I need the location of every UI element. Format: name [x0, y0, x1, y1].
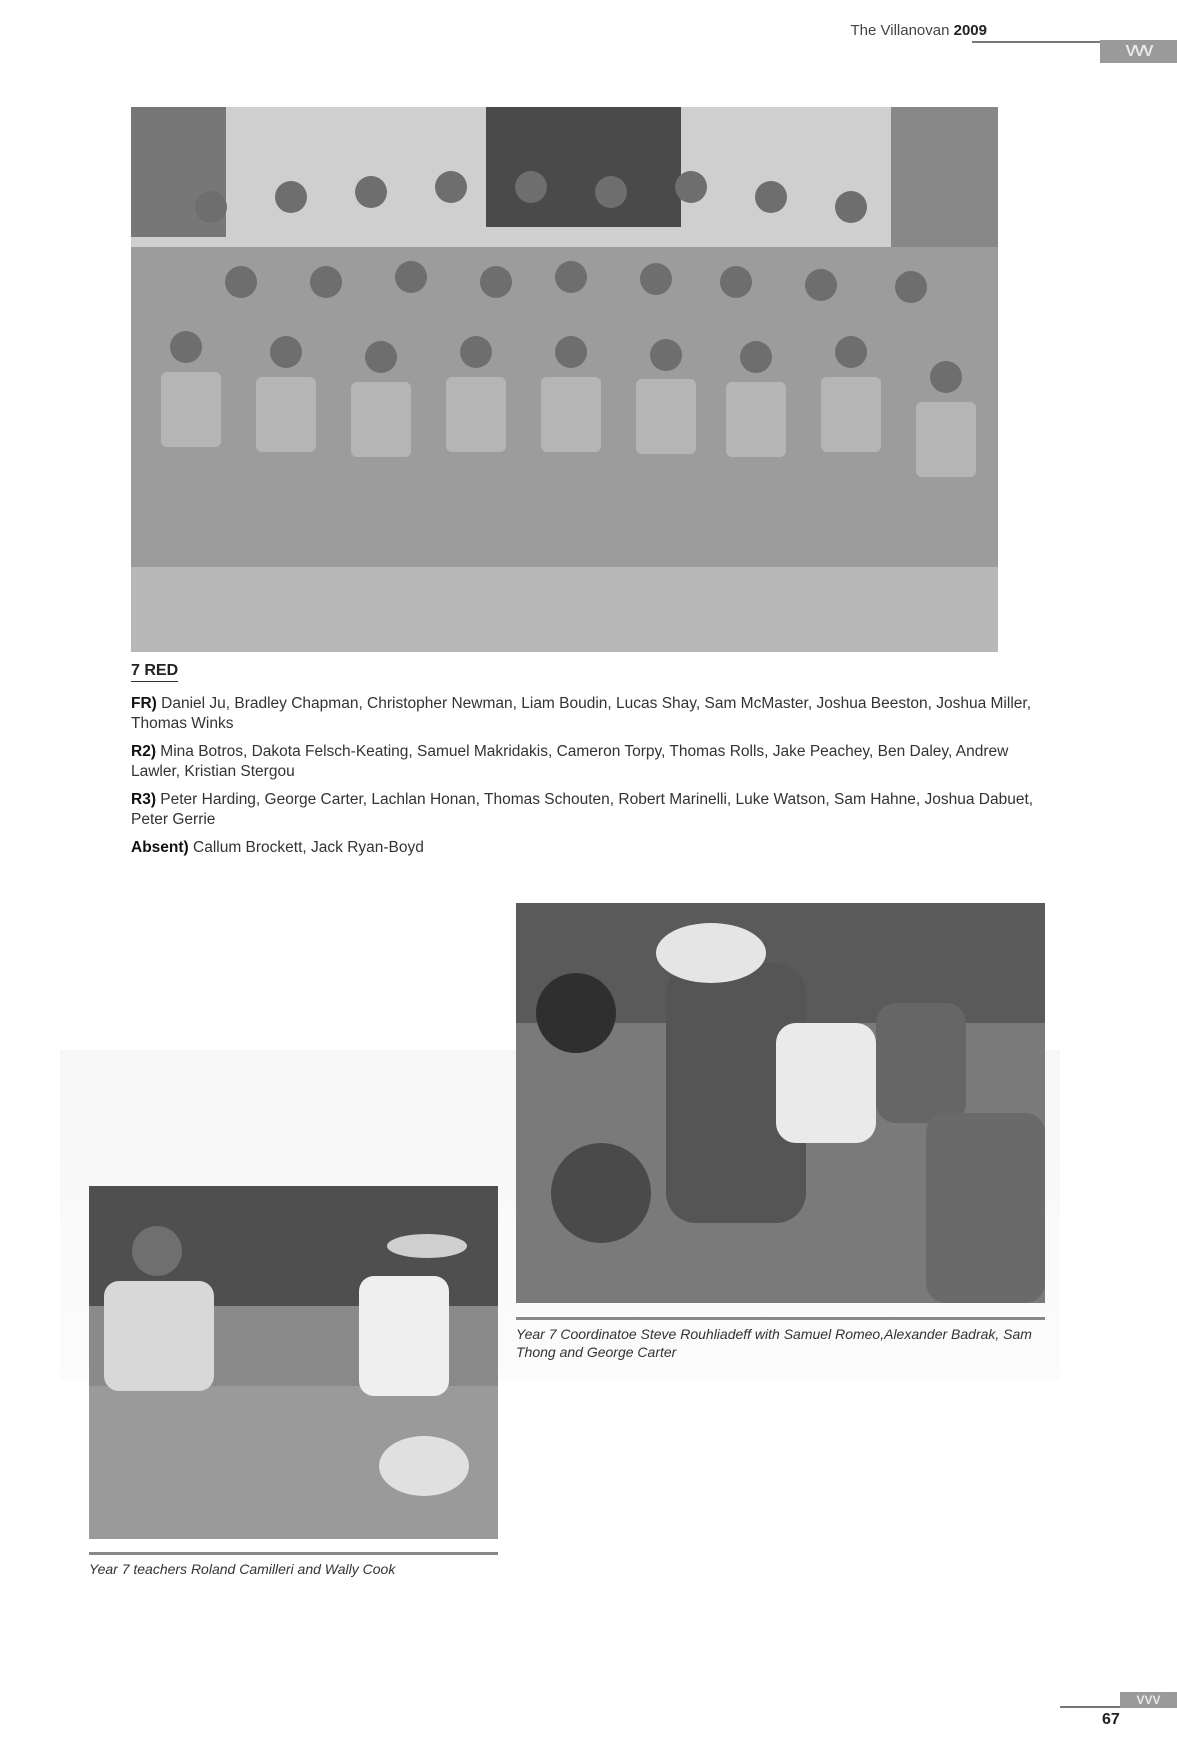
coordinator-photo	[516, 903, 1045, 1303]
footer-logo: VVV	[1120, 1692, 1177, 1708]
teachers-caption-rule	[89, 1552, 498, 1555]
teachers-photo-caption: Year 7 teachers Roland Camilleri and Wally Cook	[89, 1561, 396, 1577]
student-roster	[131, 694, 1061, 866]
roster-row-2: R2) Mina Botros, Dakota Felsch-Keating, Samuel Makridakis, Cameron Torpy, Thomas Rolls, Jake Peachey, Ben Daley, Andrew Lawler, Kristian Stergou	[131, 743, 1009, 780]
coordinator-caption-rule	[516, 1317, 1045, 1320]
roster-row-front: FR) Daniel Ju, Bradley Chapman, Christopher Newman, Liam Boudin, Lucas Shay, Sam McMaster, Joshua Beeston, Joshua Miller, Thomas Winks	[131, 695, 1031, 732]
footer-rule	[1060, 1706, 1120, 1708]
class-title: 7 RED	[131, 662, 178, 682]
class-group-photo	[131, 107, 998, 652]
header-rule	[972, 41, 1100, 43]
roster-row-3: R3) Peter Harding, George Carter, Lachlan Honan, Thomas Schouten, Robert Marinelli, Luke Watson, Sam Hahne, Joshua Dabuet, Peter Gerrie	[131, 791, 1034, 828]
page-number: 67	[1102, 1711, 1120, 1728]
roster-row-absent: Absent) Callum Brockett, Jack Ryan-Boyd	[131, 839, 424, 856]
teachers-photo	[89, 1186, 498, 1539]
coordinator-photo-caption: Year 7 Coordinatoe Steve Rouhliadeff with Samuel Romeo,Alexander Badrak, Sam Thong and George Carter	[516, 1326, 1032, 1360]
school-logo: VVV	[1100, 40, 1177, 63]
header-title: The Villanovan 2009	[850, 22, 987, 39]
